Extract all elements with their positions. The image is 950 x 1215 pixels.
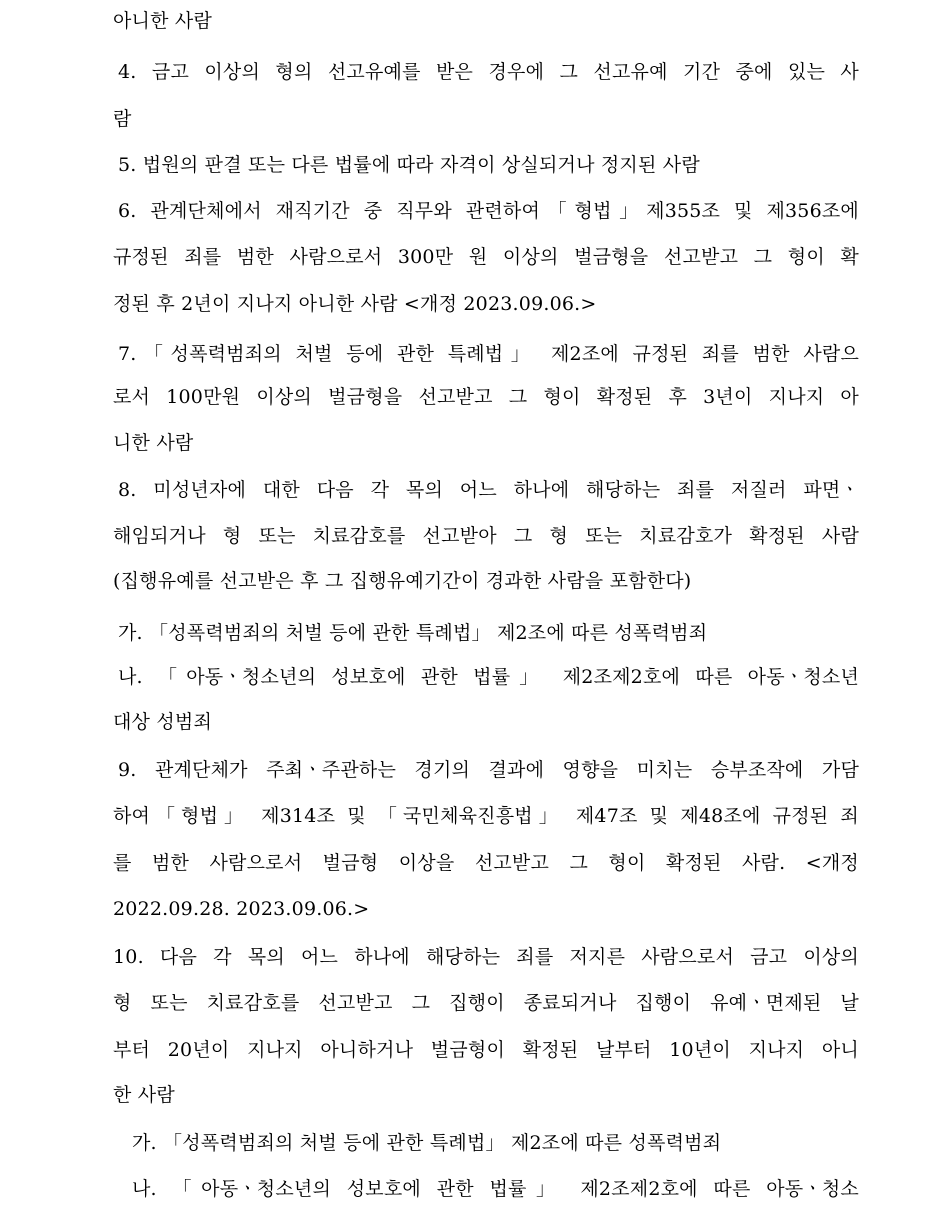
text-line: 형 또는 치료감호를 선고받고 그 집행이 종료되거나 집행이 유예ㆍ면제된 날 xyxy=(113,992,859,1014)
text-line: 해임되거나 형 또는 치료감호를 선고받아 그 형 또는 치료감호가 확정된 사람 xyxy=(113,525,859,547)
text-line: 규정된 죄를 범한 사람으로서 300만 원 이상의 벌금형을 선고받고 그 형이 확 xyxy=(113,246,859,268)
text-line: 6. 관계단체에서 재직기간 중 직무와 관련하여「형법」제355조 및 제356조에 xyxy=(118,200,859,222)
text-line: 부터 20년이 지나지 아니하거나 벌금형이 확정된 날부터 10년이 지나지 아니 xyxy=(113,1039,859,1061)
text-line: 니한 사람 xyxy=(113,432,194,454)
text-line: 로서 100만원 이상의 벌금형을 선고받고 그 형이 확정된 후 3년이 지나지 아 xyxy=(113,386,859,408)
text-line: 10. 다음 각 목의 어느 하나에 해당하는 죄를 저지른 사람으로서 금고 이상의 xyxy=(113,946,859,968)
text-line: 9. 관계단체가 주최ㆍ주관하는 경기의 결과에 영향을 미치는 승부조작에 가담 xyxy=(118,759,859,781)
text-line: 아니한 사람 xyxy=(113,10,213,32)
text-line: 4. 금고 이상의 형의 선고유예를 받은 경우에 그 선고유예 기간 중에 있는 사 xyxy=(118,61,859,83)
text-line: (집행유예를 선고받은 후 그 집행유예기간이 경과한 사람을 포함한다) xyxy=(113,570,692,592)
text-line: 정된 후 2년이 지나지 아니한 사람 <개정 2023.09.06.> xyxy=(113,293,597,315)
text-line: 8. 미성년자에 대한 다음 각 목의 어느 하나에 해당하는 죄를 저질러 파면ㆍ xyxy=(118,479,859,501)
text-line: 를 범한 사람으로서 벌금형 이상을 선고받고 그 형이 확정된 사람. <개정 xyxy=(113,852,859,874)
text-line: 한 사람 xyxy=(113,1084,175,1106)
text-line: 가. 「성폭력범죄의 처벌 등에 관한 특례법」 제2조에 따른 성폭력범죄 xyxy=(132,1132,722,1154)
text-line: 하여「형법」 제314조 및 「국민체육진흥법」 제47조 및 제48조에 규정된 죄 xyxy=(113,805,859,827)
text-line: 람 xyxy=(113,108,132,130)
text-line: 대상 성범죄 xyxy=(113,711,213,733)
text-line: 가. 「성폭력범죄의 처벌 등에 관한 특례법」 제2조에 따른 성폭력범죄 xyxy=(118,622,708,644)
text-line: 2022.09.28. 2023.09.06.> xyxy=(113,898,370,920)
text-line: 5. 법원의 판결 또는 다른 법률에 따라 자격이 상실되거나 정지된 사람 xyxy=(118,154,700,176)
text-line: 나. 「아동ㆍ청소년의 성보호에 관한 법률」 제2조제2호에 따른 아동ㆍ청소년 xyxy=(118,666,859,688)
text-line: 7.「성폭력범죄의 처벌 등에 관한 특례법」 제2조에 규정된 죄를 범한 사람으 xyxy=(118,343,859,365)
text-line: 나. 「아동ㆍ청소년의 성보호에 관한 법률」 제2조제2호에 따른 아동ㆍ청소 xyxy=(132,1178,859,1200)
